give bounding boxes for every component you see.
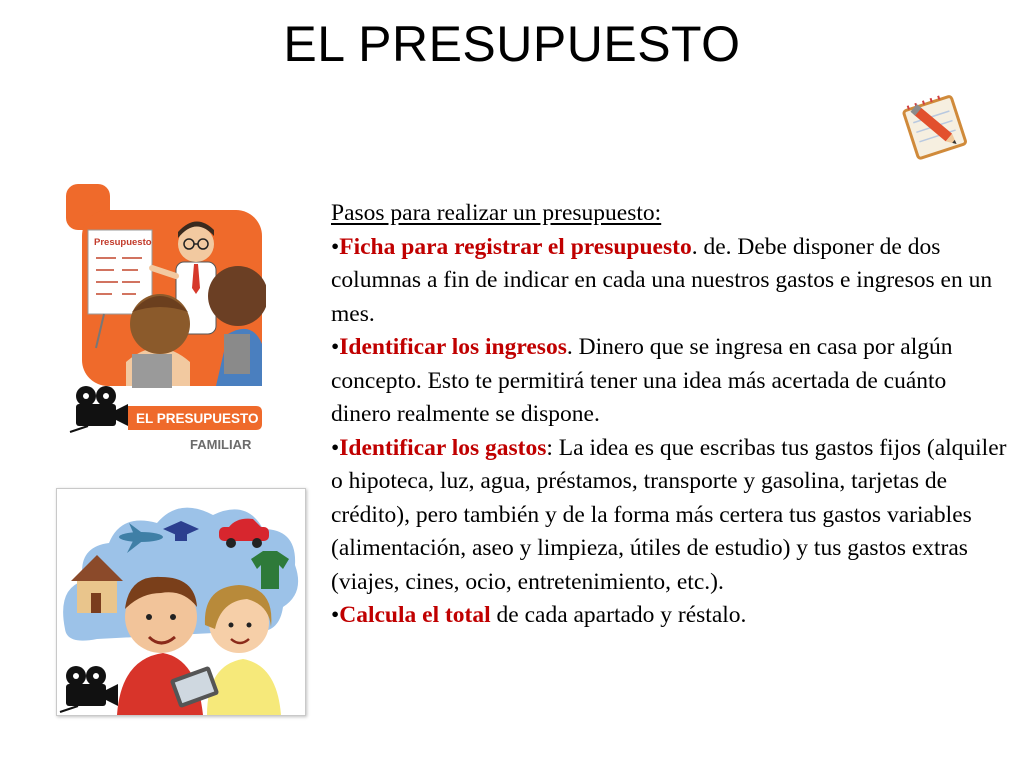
film-camera-icon[interactable] bbox=[56, 664, 122, 714]
bullet: • bbox=[331, 233, 340, 260]
step-text: . Dinero que se ingresa en casa por algún concepto. Esto te permitirá tener una idea más acertada de cuánto dinero realmente se dispone. bbox=[331, 334, 953, 427]
slide-title: EL PRESUPUESTO bbox=[283, 16, 741, 72]
pencil-notepad-icon bbox=[896, 94, 974, 160]
steps-intro: Pasos para realizar un presupuesto: bbox=[331, 200, 662, 226]
step-highlight: Identificar los ingresos bbox=[339, 334, 567, 360]
bullet: • bbox=[331, 334, 340, 360]
step-highlight: Ficha para registrar el presupuesto bbox=[339, 233, 692, 260]
banner-subtitle: FAMILIAR bbox=[190, 437, 252, 452]
step-item bbox=[331, 432, 1011, 600]
film-camera-icon[interactable] bbox=[66, 384, 132, 434]
step-text: de cada apartado y réstalo. bbox=[490, 602, 747, 628]
step-highlight: Identificar los gastos bbox=[339, 434, 547, 461]
step-item bbox=[331, 231, 1011, 332]
step-text: : La idea es que escribas tus gastos fijos (alquiler o hipoteca, luz, agua, préstamos, transporte y gasolina, tarjetas de crédito), pero también y de la forma más certera tus gastos variables (alimentación, aseo y limpieza, útiles de estudio) y tus gastos extras (viajes, cines, ocio, entretenimiento, etc.). bbox=[331, 434, 1007, 595]
step-item bbox=[331, 599, 1011, 633]
bullet: • bbox=[331, 602, 340, 628]
slide-body bbox=[331, 197, 1011, 633]
banner-title: EL PRESUPUESTO bbox=[136, 411, 259, 426]
bullet: • bbox=[331, 434, 340, 461]
step-highlight: Calcula el total bbox=[339, 602, 491, 628]
step-text: . de. Debe disponer de dos columnas a fin de indicar en cada una nuestros gastos e ingresos en un mes. bbox=[331, 233, 993, 327]
step-item bbox=[331, 331, 1011, 432]
board-label: Presupuesto bbox=[94, 237, 152, 248]
